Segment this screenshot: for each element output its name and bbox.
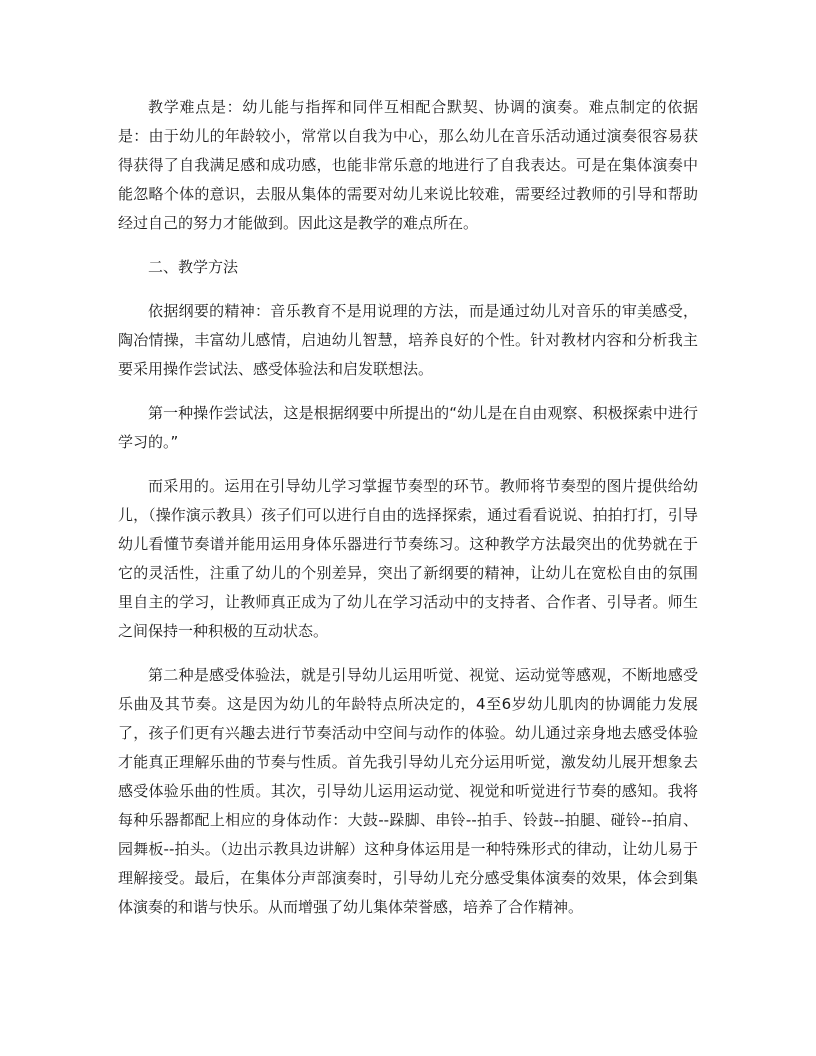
paragraph-method-one: 第一种操作尝试法，这是根据纲要中所提出的“幼儿是在自由观察、积极探索中进行学习的。” [118,404,698,451]
paragraph-method-one-detail: 而采用的。运用在引导幼儿学习掌握节奏型的环节。教师将节奏型的图片提供给幼儿，（操作演示教具）孩子们可以进行自由的选择探索，通过看看说说、拍拍打打，引导幼儿看懂节奏谱并能用运用身体乐器进行节奏练习。这种教学方法最突出的优势就在于它的灵活性，注重了幼儿的个别差异，突出了新纲要的精神，让幼儿在宽松自由的氛围里自主的学习，让教师真正成为了幼儿在学习活动中的支持者、合作者、引导者。师生之间保持一种积极的互动状态。 [118,477,698,640]
paragraph-method-two: 第二种是感受体验法，就是引导幼儿运用听觉、视觉、运动觉等感观，不断地感受乐曲及其节奏。这是因为幼儿的年龄特点所决定的，4至6岁幼儿肌肉的协调能力发展了，孩子们更有兴趣去进行节奏活动中空间与动作的体验。幼儿通过亲身地去感受体验才能真正理解乐曲的节奏与性质。首先我引导幼儿充分运用听觉，激发幼儿展开想象去感受体验乐曲的性质。其次，引导幼儿运用运动觉、视觉和听觉进行节奏的感知。我将每种乐器都配上相应的身体动作：大鼓--跺脚、串铃--拍手、铃鼓--拍腿、碰铃--拍肩、园舞板--拍头。（边出示教具边讲解）这种身体运用是一种特殊形式的律动，让幼儿易于理解接受。最后，在集体分声部演奏时，引导幼儿充分感受集体演奏的效果，体会到集体演奏的和谐与快乐。从而增强了幼儿集体荣誉感，培养了合作精神。 [118,666,698,916]
section-heading-teaching-methods: 二、教学方法 [148,258,239,276]
paragraph-guideline-spirit: 依据纲要的精神：音乐教育不是用说理的方法，而是通过幼儿对音乐的审美感受，陶冶情操，丰富幼儿感情，启迪幼儿智慧，培养良好的个性。针对教材内容和分析我主要采用操作尝试法、感受体验法和启发联想法。 [118,302,698,378]
paragraph-teaching-difficulty: 教学难点是：幼儿能与指挥和同伴互相配合默契、协调的演奏。难点制定的依据是：由于幼儿的年龄较小，常常以自我为中心，那么幼儿在音乐活动通过演奏很容易获得获得了自我满足感和成功感，也能非常乐意的地进行了自我表达。可是在集体演奏中能忽略个体的意识，去服从集体的需要对幼儿来说比较难，需要经过教师的引导和帮助经过自己的努力才能做到。因此这是教学的难点所在。 [118,98,698,232]
document-body [118,93,698,937]
